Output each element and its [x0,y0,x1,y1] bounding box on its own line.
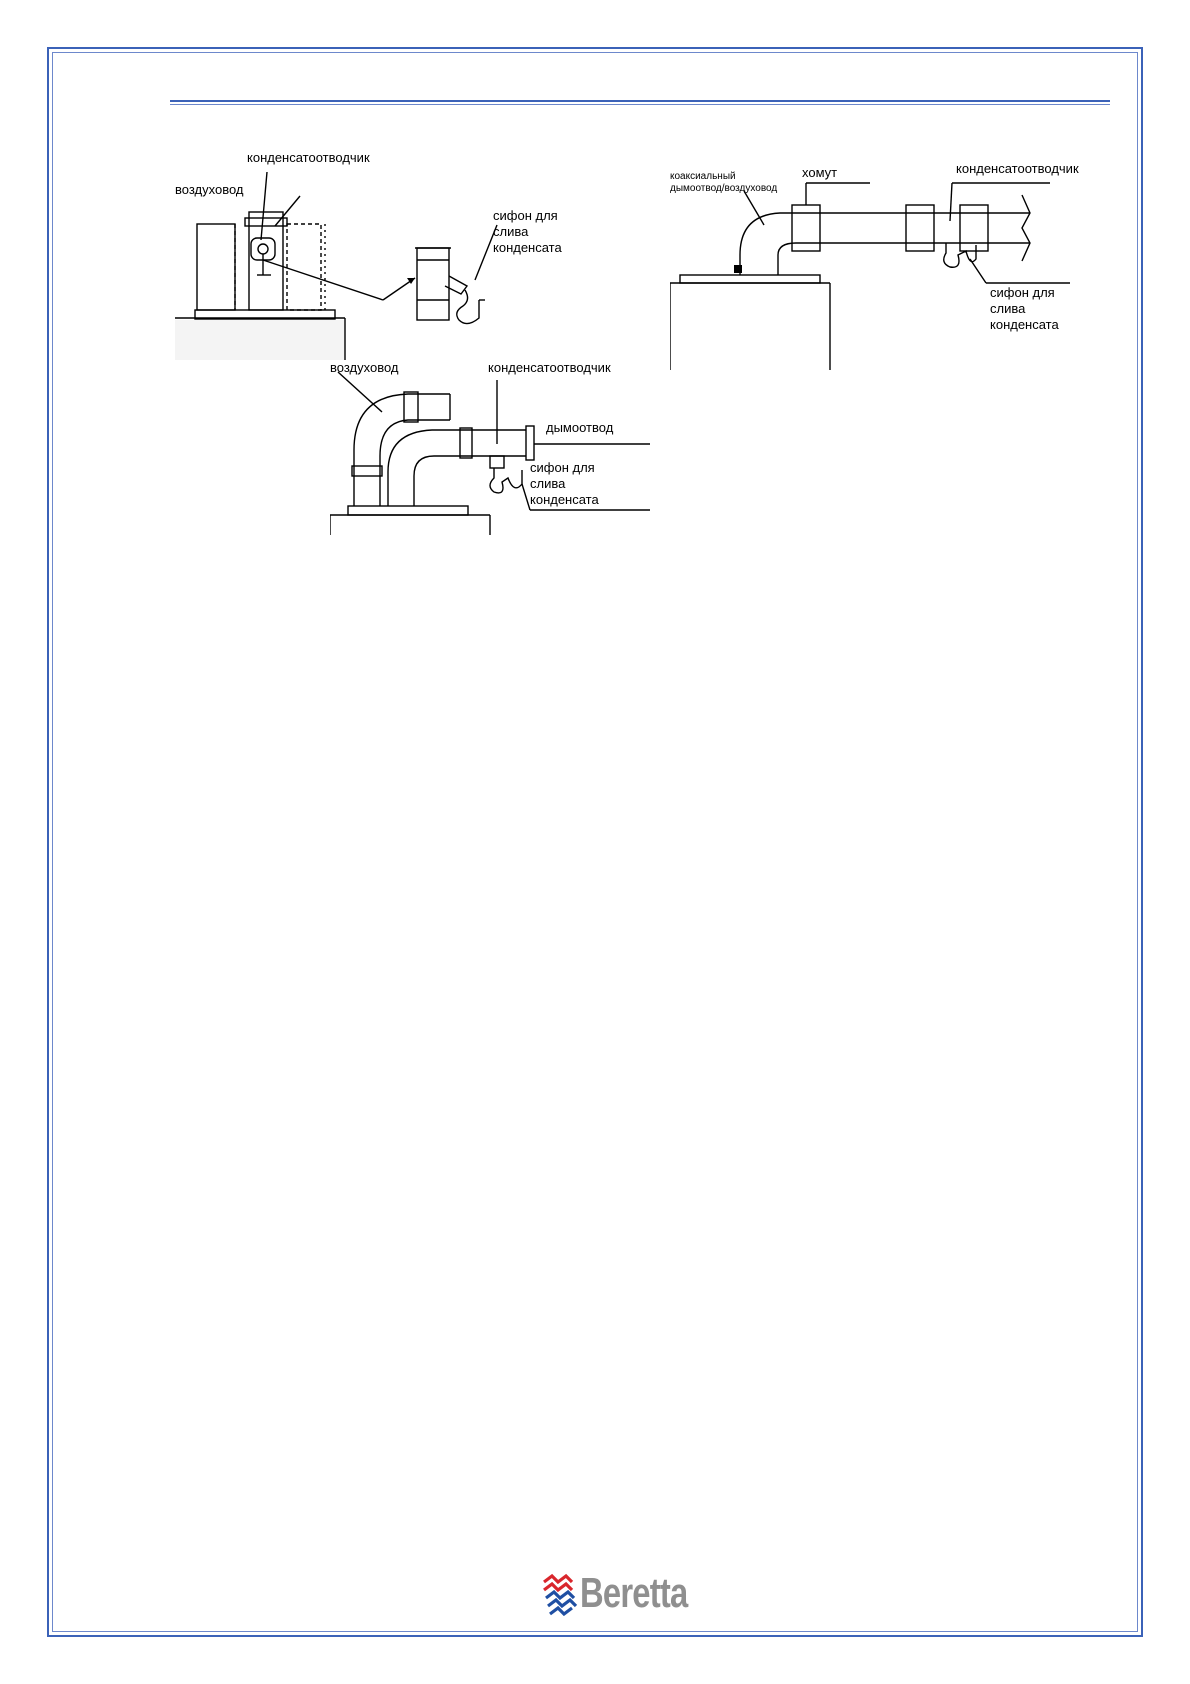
figure-vertical-separate-ducts [175,150,635,360]
label-condensate-trap: конденсатоотводчик [247,150,370,165]
logo-brand: Beretta [580,1569,688,1616]
label-coaxial-flue: коаксиальный дымоотвод/воздуховод [670,171,778,194]
beretta-logo [540,1570,710,1616]
label-condensate-trap: конденсатоотводчик [488,360,611,375]
label-air-duct: воздуховод [330,360,399,375]
figure-separate-elbows [330,360,650,535]
figure-a-drawing [175,150,635,360]
label-condensate-trap: конденсатоотводчик [956,161,1079,176]
figure-horizontal-coaxial [670,155,1110,370]
header-rule [170,100,1110,105]
label-clamp: хомут [802,165,838,180]
label-siphon: сифон для слива конденсата [493,208,562,255]
label-flue: дымоотвод [546,420,614,435]
label-air-duct: воздуховод [175,182,244,197]
beretta-logo-mark-icon [540,1570,584,1616]
beretta-logo-text [580,1570,687,1616]
figure-c-drawing [330,360,650,535]
label-siphon: сифон для слива конденсата [530,460,599,507]
label-siphon: сифон для слива конденсата [990,285,1059,332]
